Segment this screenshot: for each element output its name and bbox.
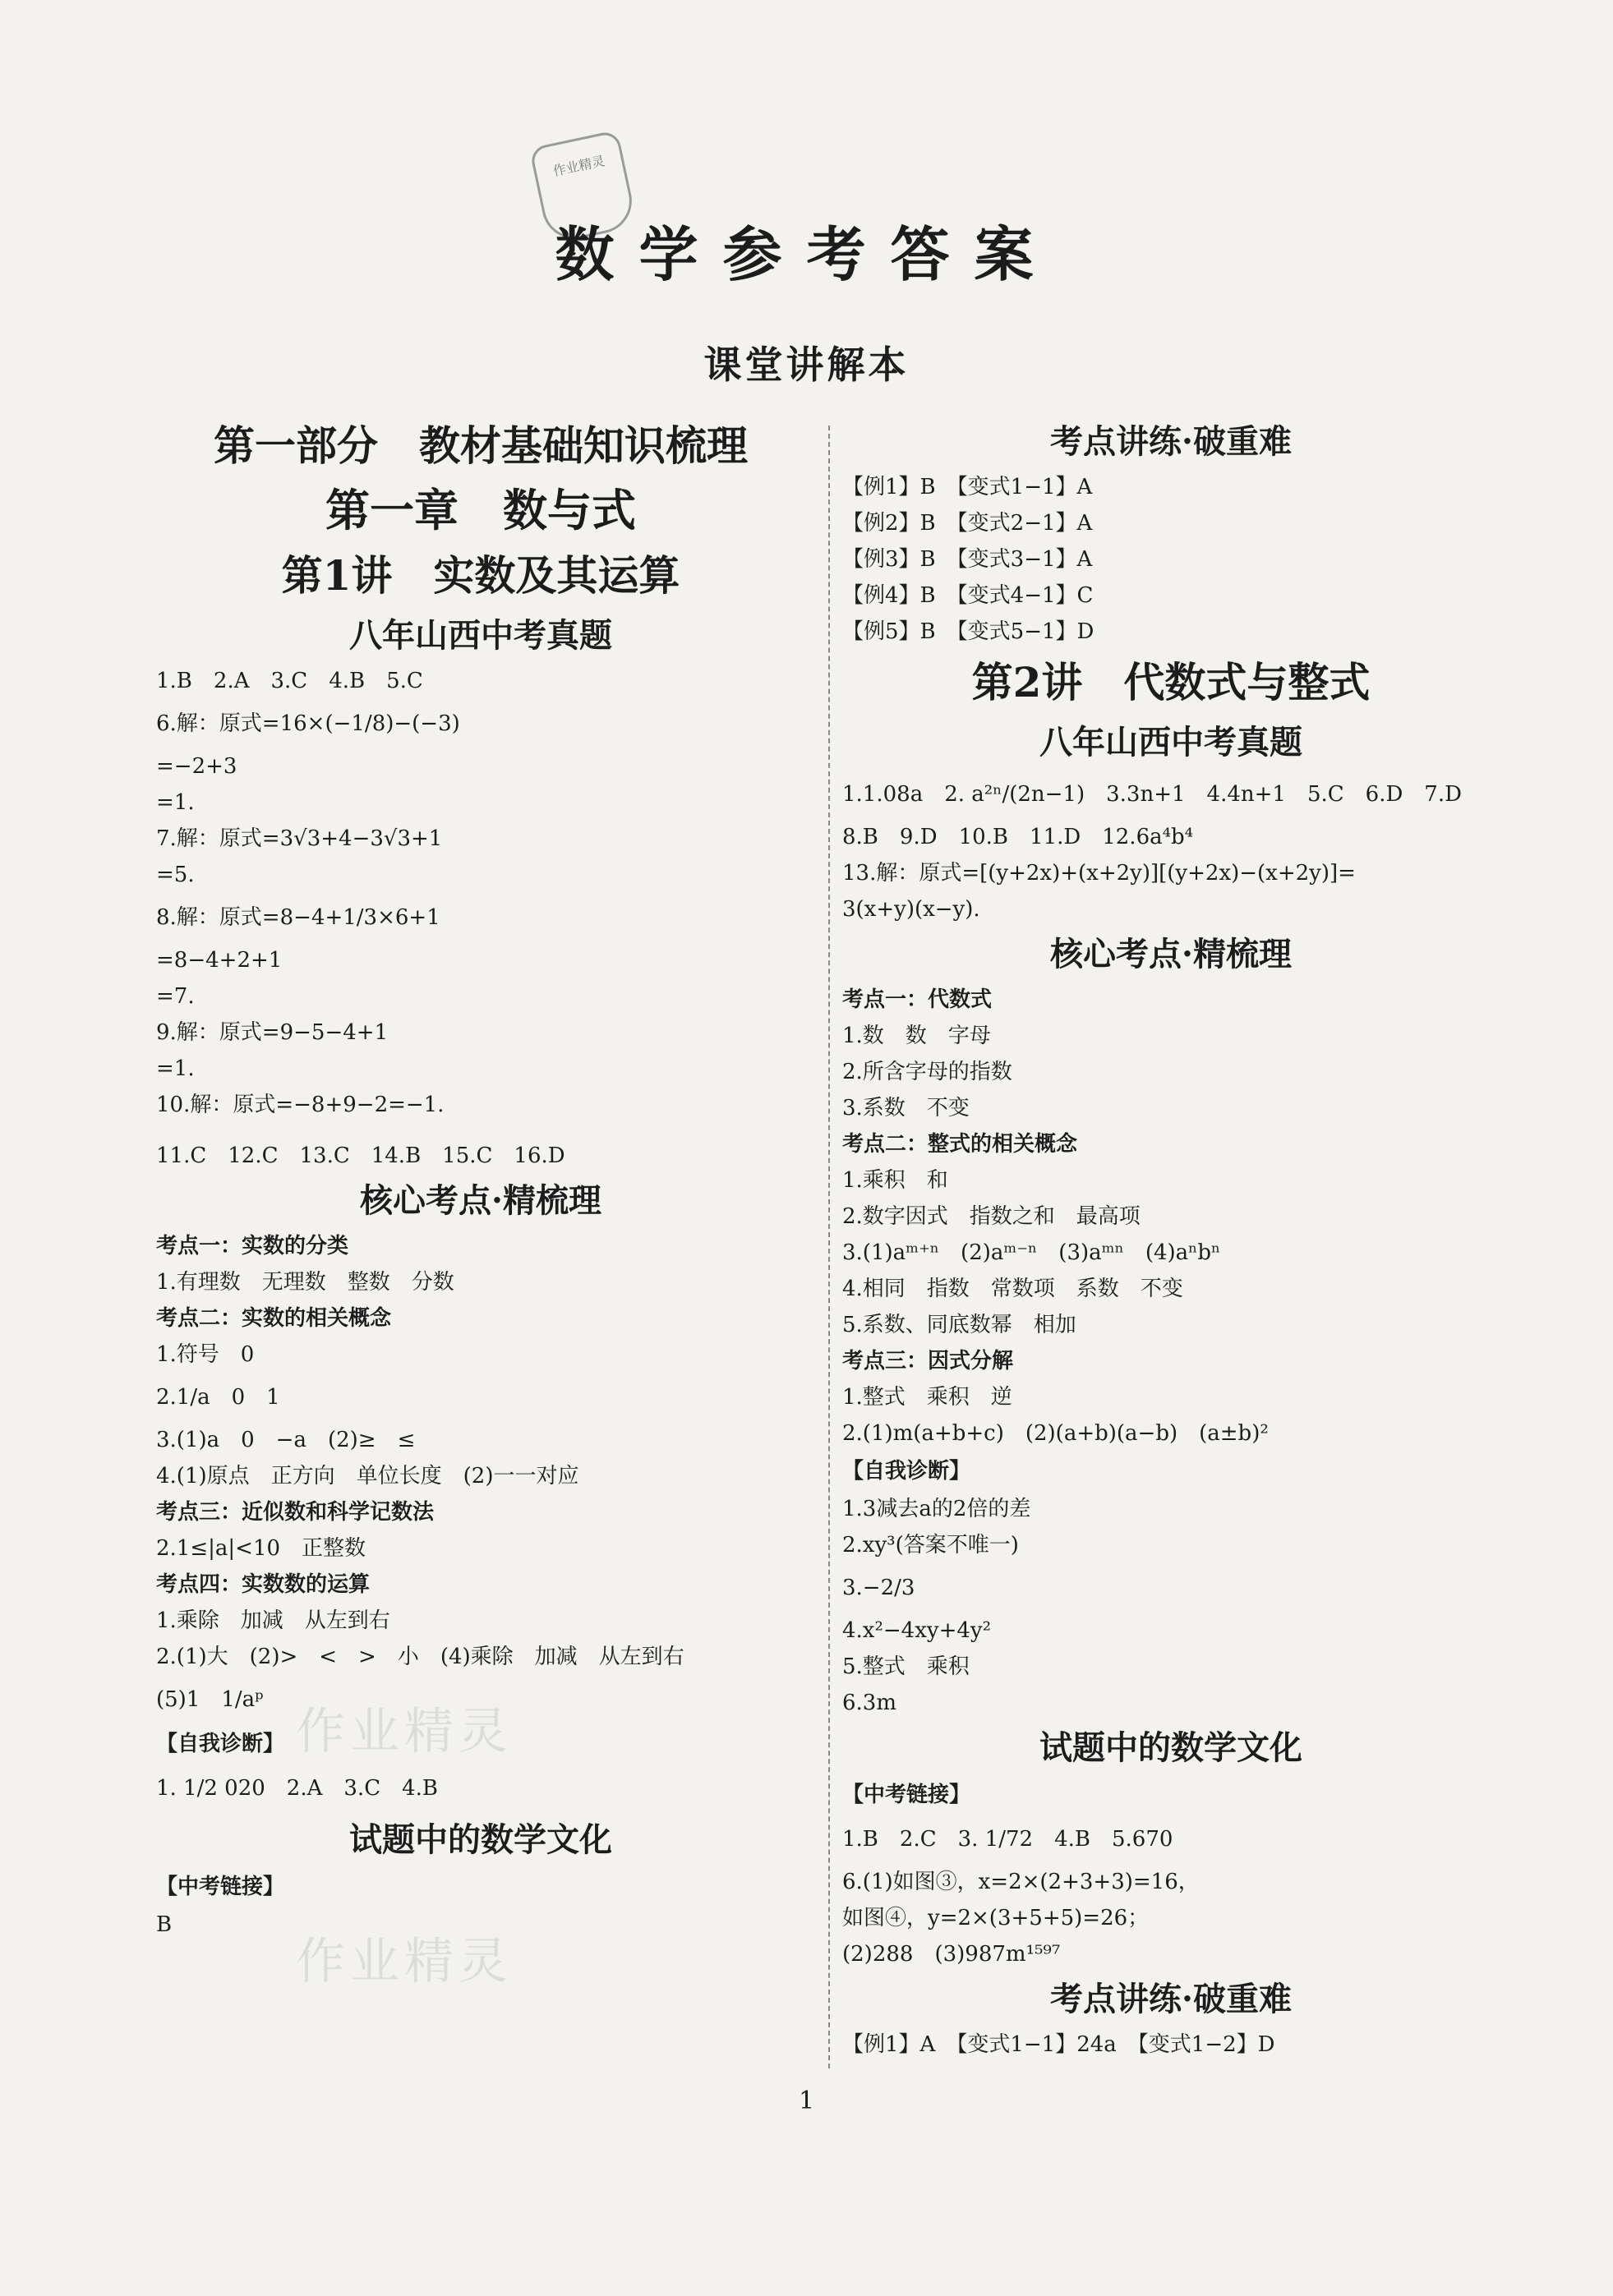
answer-line: (5)1 1/aᵖ xyxy=(156,1687,264,1712)
self-diagnosis-tag: 【自我诊断】 xyxy=(156,1732,285,1756)
answer-line: 2.1≤|a|<10 正整数 xyxy=(156,1536,366,1561)
answer-line: 6.解：原式=16×(−1/8)−(−3) xyxy=(156,711,460,736)
answer-line: 13.解：原式=[(y+2x)+(x+2y)][(y+2x)−(x+2y)]= xyxy=(842,861,1356,886)
answer-line: 如图④，y=2×(3+5+5)=26； xyxy=(842,1906,1150,1930)
answer-line: 3.−2/3 xyxy=(842,1576,915,1600)
answer-line: =1. xyxy=(156,1056,195,1081)
section-title: 八年山西中考真题 xyxy=(1039,723,1302,761)
key-point-title: 考点二：实数的相关概念 xyxy=(156,1306,392,1331)
answer-line: 7.解：原式=3√3+4−3√3+1 xyxy=(156,826,443,851)
answer-line: =1. xyxy=(156,790,195,815)
key-point-title: 考点三：因式分解 xyxy=(842,1349,1014,1373)
answer-line: 【例4】B 【变式4−1】C xyxy=(842,583,1094,608)
key-point-title: 考点一：代数式 xyxy=(842,987,993,1012)
answer-line: 2.(1)m(a+b+c) (2)(a+b)(a−b) (a±b)² xyxy=(842,1421,1269,1446)
answer-line: 2.数字因式 指数之和 最高项 xyxy=(842,1204,1141,1229)
answer-line: =−2+3 xyxy=(156,754,237,779)
answer-line: 5.整式 乘积 xyxy=(842,1654,970,1679)
watermark: 作业精灵 xyxy=(296,1703,513,1760)
answer-line: 【例3】B 【变式3−1】A xyxy=(842,547,1093,572)
section-title: 考点讲练·破重难 xyxy=(1050,1980,1292,2018)
stamp-text: 作业精灵 xyxy=(551,153,606,180)
answer-line: 【例5】B 【变式5−1】D xyxy=(842,619,1095,644)
answer-line: 2.(1)大 (2)> < > 小 (4)乘除 加减 从左到右 xyxy=(156,1645,684,1669)
answer-line: (2)288 (3)987m¹⁵⁹⁷ xyxy=(842,1942,1061,1967)
right-column xyxy=(842,415,1500,2063)
answer-line: 10.解：原式=−8+9−2=−1. xyxy=(156,1093,445,1117)
answer-line: 3.(1)aᵐ⁺ⁿ (2)aᵐ⁻ⁿ (3)aᵐⁿ (4)aⁿbⁿ xyxy=(842,1240,1221,1265)
answer-line: 1.符号 0 xyxy=(156,1342,255,1367)
section-title: 试题中的数学文化 xyxy=(349,1820,612,1859)
answer-line: 3.系数 不变 xyxy=(842,1096,970,1120)
page-title: 数学参考答案 xyxy=(555,219,1058,289)
answer-line: 3.(1)a 0 −a (2)≥ ≤ xyxy=(156,1428,416,1452)
answer-line: 1.数 数 字母 xyxy=(842,1024,991,1048)
lecture-title: 第1讲 实数及其运算 xyxy=(281,551,680,600)
section-title: 试题中的数学文化 xyxy=(1039,1728,1302,1767)
answer-line: 2.xy³(答案不唯一) xyxy=(842,1533,1019,1558)
answer-line: 【例2】B 【变式2−1】A xyxy=(842,511,1093,536)
key-point-title: 考点三：近似数和科学记数法 xyxy=(156,1500,435,1525)
answer-line: 1.3减去a的2倍的差 xyxy=(842,1497,1031,1521)
answer-line: 1.整式 乘积 逆 xyxy=(842,1385,1012,1410)
answer-line: 5.系数、同底数幂 相加 xyxy=(842,1313,1076,1337)
answer-line: 1.B 2.C 3. 1/72 4.B 5.670 xyxy=(842,1827,1173,1852)
lecture-title: 第2讲 代数式与整式 xyxy=(971,658,1371,706)
page-number: 1 xyxy=(798,2087,815,2115)
section-title: 八年山西中考真题 xyxy=(349,616,612,655)
answer-line: =7. xyxy=(156,984,195,1009)
answer-line: 11.C 12.C 13.C 14.B 15.C 16.D xyxy=(156,1143,565,1168)
answer-line: 2.所含字母的指数 xyxy=(842,1060,1012,1084)
section-title: 核心考点·精梳理 xyxy=(1050,935,1292,973)
chapter-title: 第一章 数与式 xyxy=(325,484,636,536)
answer-line: 4.x²−4xy+4y² xyxy=(842,1618,992,1643)
answer-line: 【例1】B 【变式1−1】A xyxy=(842,475,1093,499)
answer-line: 【例1】A 【变式1−1】24a 【变式1−2】D xyxy=(842,2032,1275,2057)
key-point-title: 考点四：实数数的运算 xyxy=(156,1572,371,1597)
answer-line: 6.(1)如图③，x=2×(2+3+3)=16， xyxy=(842,1870,1200,1894)
section-title: 核心考点·精梳理 xyxy=(360,1181,601,1220)
answer-line: 8.B 9.D 10.B 11.D 12.6a⁴b⁴ xyxy=(842,825,1194,849)
answer-line: 6.3m xyxy=(842,1691,897,1715)
answer-line: 8.解：原式=8−4+1/3×6+1 xyxy=(156,905,440,930)
answer-line: 4.(1)原点 正方向 单位长度 (2)一一对应 xyxy=(156,1464,579,1488)
part-title: 第一部分 教材基础知识梳理 xyxy=(214,421,748,470)
exam-link-tag: 【中考链接】 xyxy=(842,1783,971,1807)
answer-line: 1.乘积 和 xyxy=(842,1168,948,1193)
section-title: 考点讲练·破重难 xyxy=(1050,422,1292,461)
answer-line: 1.B 2.A 3.C 4.B 5.C xyxy=(156,669,423,693)
self-diagnosis-tag: 【自我诊断】 xyxy=(842,1459,971,1484)
answer-line: 3(x+y)(x−y). xyxy=(842,897,980,922)
answer-line: =8−4+2+1 xyxy=(156,948,283,973)
answer-line: 1.有理数 无理数 整数 分数 xyxy=(156,1270,454,1295)
answer-line: B xyxy=(156,1912,173,1937)
answer-line: 1. 1/2 020 2.A 3.C 4.B xyxy=(156,1776,439,1801)
answer-line: 1.乘除 加减 从左到右 xyxy=(156,1608,390,1633)
answer-line: 9.解：原式=9−5−4+1 xyxy=(156,1020,389,1045)
exam-link-tag: 【中考链接】 xyxy=(156,1875,285,1899)
key-point-title: 考点一：实数的分类 xyxy=(156,1234,349,1258)
answer-line: 1.1.08a 2. a²ⁿ/(2n−1) 3.3n+1 4.4n+1 5.C 6.D 7.D xyxy=(842,782,1462,807)
answer-line: 4.相同 指数 常数项 系数 不变 xyxy=(842,1277,1183,1301)
answer-line: =5. xyxy=(156,863,195,887)
key-point-title: 考点二：整式的相关概念 xyxy=(842,1132,1078,1157)
page-subtitle: 课堂讲解本 xyxy=(703,343,910,387)
column-divider xyxy=(828,426,830,2068)
watermark: 作业精灵 xyxy=(296,1933,513,1990)
answer-line: 2.1/a 0 1 xyxy=(156,1385,280,1410)
